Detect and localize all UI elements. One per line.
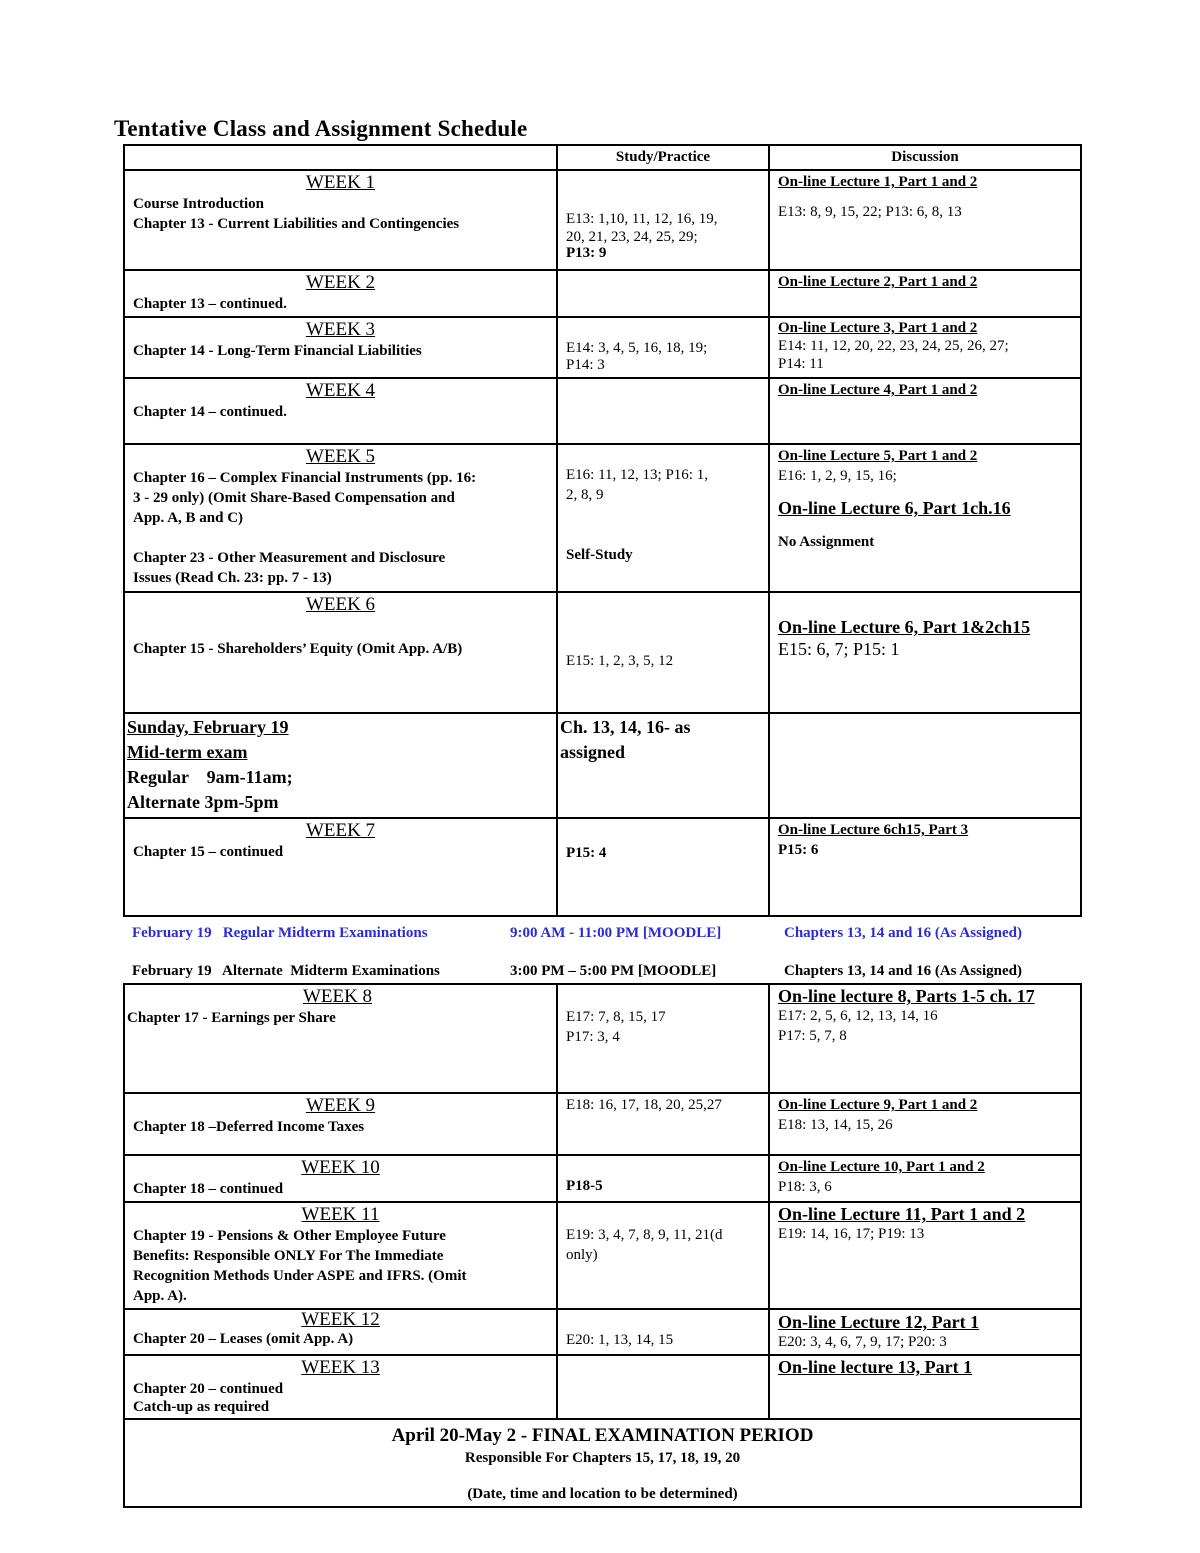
midterm-regular: Regular 9am-11am;	[127, 767, 293, 787]
discussion-text: P17: 5, 7, 8	[778, 1028, 847, 1044]
topic-line: Chapter 20 – Leases (omit App. A)	[133, 1331, 354, 1347]
study-line: only)	[566, 1247, 598, 1263]
study-line: P17: 3, 4	[566, 1029, 620, 1045]
topic-line: Chapter 15 - Shareholders’ Equity (Omit App. A/B)	[133, 641, 463, 657]
study-line: P14: 3	[566, 357, 605, 373]
discussion-text: P15: 6	[778, 842, 819, 858]
study-line: E15: 1, 2, 3, 5, 12	[566, 653, 674, 669]
week-row	[124, 378, 1081, 444]
study-line: P15: 4	[566, 845, 607, 861]
topic-line: Chapter 18 –Deferred Income Taxes	[133, 1119, 365, 1135]
week-label: WEEK 8	[302, 986, 373, 1007]
final-exam-row	[124, 1419, 1081, 1507]
week-label: WEEK 7	[305, 820, 376, 841]
week-row	[124, 984, 1081, 1093]
final-exam-note: (Date, time and location to be determined)	[467, 1486, 738, 1502]
topic-line: Chapter 14 - Long-Term Financial Liabilities	[133, 343, 422, 359]
header-study: Study/Practice	[557, 145, 769, 170]
study-line: P18-5	[566, 1178, 603, 1194]
lecture-link[interactable]: On-line Lecture 9, Part 1 and 2	[778, 1097, 978, 1113]
study-line: E13: 1,10, 11, 12, 16, 19,	[566, 211, 718, 227]
study-line: assigned	[560, 742, 626, 762]
week-row	[124, 1093, 1081, 1155]
exam-regular-chapters: Chapters 13, 14 and 16 (As Assigned)	[784, 925, 1022, 941]
exam-alternate-label: February 19 Alternate Midterm Examinations	[132, 963, 440, 979]
study-line: 20, 21, 23, 24, 25, 29;	[566, 229, 698, 245]
topic-line: 3 - 29 only) (Omit Share-Based Compensation and	[133, 490, 455, 506]
discussion-text: E16: 1, 2, 9, 15, 16;	[778, 468, 897, 484]
week-row	[124, 1355, 1081, 1419]
lecture-link[interactable]: On-line Lecture 12, Part 1	[778, 1312, 980, 1332]
exam-alternate	[132, 961, 1073, 981]
week-row	[124, 1155, 1081, 1202]
topic-line: Chapter 17 - Earnings per Share	[127, 1010, 336, 1026]
topic-line: Recognition Methods Under ASPE and IFRS. (Omit	[133, 1268, 467, 1284]
week-label: WEEK 9	[305, 1095, 376, 1116]
week-label: WEEK 1	[305, 172, 376, 193]
week-row	[124, 1202, 1081, 1309]
study-line: Ch. 13, 14, 16- as	[560, 717, 691, 737]
week-row	[124, 170, 1081, 270]
week-label: WEEK 4	[305, 380, 376, 401]
lecture-link[interactable]: On-line Lecture 11, Part 1 and 2	[778, 1204, 1026, 1224]
final-exam-chapters: Responsible For Chapters 15, 17, 18, 19, 20	[464, 1450, 741, 1466]
study-line: E18: 16, 17, 18, 20, 25,27	[566, 1097, 722, 1113]
topic-line: Benefits: Responsible ONLY For The Immediate	[133, 1248, 444, 1264]
topic-line: Chapter 14 – continued.	[133, 404, 287, 420]
topic-line: Chapter 20 – continued	[133, 1381, 284, 1397]
exam-regular	[132, 923, 1073, 943]
study-line: Self-Study	[566, 547, 633, 563]
schedule-table	[123, 144, 1082, 1508]
week-row	[124, 317, 1081, 378]
study-line: P13: 9	[566, 245, 607, 261]
exam-row	[124, 916, 1081, 984]
topic-line: Chapter 23 - Other Measurement and Disclosure	[133, 550, 446, 566]
topic-line: Chapter 15 – continued	[133, 844, 284, 860]
discussion-text: E13: 8, 9, 15, 22; P13: 6, 8, 13	[778, 204, 962, 220]
header-topic	[124, 145, 557, 170]
study-line: E19: 3, 4, 7, 8, 9, 11, 21(d	[566, 1227, 723, 1243]
topic-line: Chapter 16 – Complex Financial Instruments (pp. 16:	[133, 470, 477, 486]
lecture-link[interactable]: On-line Lecture 10, Part 1 and 2	[778, 1159, 985, 1175]
topic-line: Chapter 13 - Current Liabilities and Contingencies	[133, 216, 460, 232]
week-row	[124, 444, 1081, 592]
discussion-text: E17: 2, 5, 6, 12, 13, 14, 16	[778, 1008, 938, 1024]
topic-line: Catch-up as required	[133, 1399, 270, 1415]
topic-line: Chapter 18 – continued	[133, 1181, 284, 1197]
study-line: 2, 8, 9	[566, 487, 604, 503]
topic-line: Chapter 13 – continued.	[133, 296, 287, 312]
topic-line: App. A).	[133, 1288, 187, 1304]
exam-alternate-chapters: Chapters 13, 14 and 16 (As Assigned)	[784, 963, 1022, 979]
lecture-link[interactable]: On-line lecture 13, Part 1	[778, 1357, 973, 1377]
week-label: WEEK 2	[305, 272, 376, 293]
discussion-text: E19: 14, 16, 17; P19: 13	[778, 1226, 925, 1242]
week-row	[124, 818, 1081, 916]
week-label: WEEK 13	[301, 1357, 380, 1378]
week-label: WEEK 5	[305, 446, 376, 467]
discussion-text: E18: 13, 14, 15, 26	[778, 1117, 893, 1133]
week-row	[124, 1309, 1081, 1355]
study-line: E16: 11, 12, 13; P16: 1,	[566, 467, 708, 483]
week-label: WEEK 3	[305, 319, 376, 340]
midterm-alternate: Alternate 3pm-5pm	[127, 792, 279, 812]
topic-line: Course Introduction	[133, 196, 264, 212]
lecture-link[interactable]: On-line Lecture 5, Part 1 and 2	[778, 448, 978, 464]
discussion-text: E14: 11, 12, 20, 22, 23, 24, 25, 26, 27;	[778, 338, 1009, 354]
exam-alternate-time: 3:00 PM – 5:00 PM [MOODLE]	[510, 963, 717, 979]
study-line: E20: 1, 13, 14, 15	[566, 1332, 674, 1348]
lecture-link[interactable]: On-line Lecture 2, Part 1 and 2	[778, 274, 978, 290]
discussion-text: E15: 6, 7; P15: 1	[778, 639, 900, 659]
lecture-link[interactable]: On-line Lecture 6ch15, Part 3	[778, 822, 969, 838]
lecture-link[interactable]: On-line Lecture 1, Part 1 and 2	[778, 174, 978, 190]
week-row	[124, 592, 1081, 713]
discussion-text: No Assignment	[778, 534, 875, 550]
topic-line: Issues (Read Ch. 23: pp. 7 - 13)	[133, 570, 332, 586]
week-label: WEEK 11	[301, 1204, 380, 1225]
exam-regular-label: February 19 Regular Midterm Examinations	[132, 925, 428, 941]
lecture-link[interactable]: On-line Lecture 6, Part 1&2ch15	[778, 617, 1031, 637]
midterm-row	[124, 713, 1081, 818]
topic-line: Chapter 19 - Pensions & Other Employee Future	[133, 1228, 446, 1244]
header-row	[124, 145, 1081, 170]
discussion-text: P14: 11	[778, 356, 824, 372]
lecture-link[interactable]: On-line Lecture 6, Part 1ch.16	[778, 498, 1011, 518]
week-row	[124, 270, 1081, 317]
week-label: WEEK 12	[301, 1309, 380, 1330]
page-title: Tentative Class and Assignment Schedule	[114, 116, 528, 141]
study-line: E17: 7, 8, 15, 17	[566, 1009, 666, 1025]
study-line: E14: 3, 4, 5, 16, 18, 19;	[566, 340, 708, 356]
week-label: WEEK 6	[305, 594, 376, 615]
exam-regular-time: 9:00 AM - 11:00 PM [MOODLE]	[510, 925, 722, 941]
week-label: WEEK 10	[301, 1157, 380, 1178]
header-discussion: Discussion	[769, 145, 1081, 170]
discussion-text: P18: 3, 6	[778, 1179, 832, 1195]
lecture-link[interactable]: On-line Lecture 4, Part 1 and 2	[778, 382, 978, 398]
topic-line: App. A, B and C)	[133, 510, 244, 526]
midterm-date: Sunday, February 19	[127, 717, 289, 737]
midterm-label: Mid-term exam	[127, 742, 248, 762]
lecture-link[interactable]: On-line Lecture 3, Part 1 and 2	[778, 320, 978, 336]
final-exam-title: April 20-May 2 - FINAL EXAMINATION PERIOD	[391, 1425, 814, 1446]
discussion-text: E20: 3, 4, 6, 7, 9, 17; P20: 3	[778, 1334, 947, 1350]
lecture-link[interactable]: On-line lecture 8, Parts 1-5 ch. 17	[778, 986, 1035, 1006]
